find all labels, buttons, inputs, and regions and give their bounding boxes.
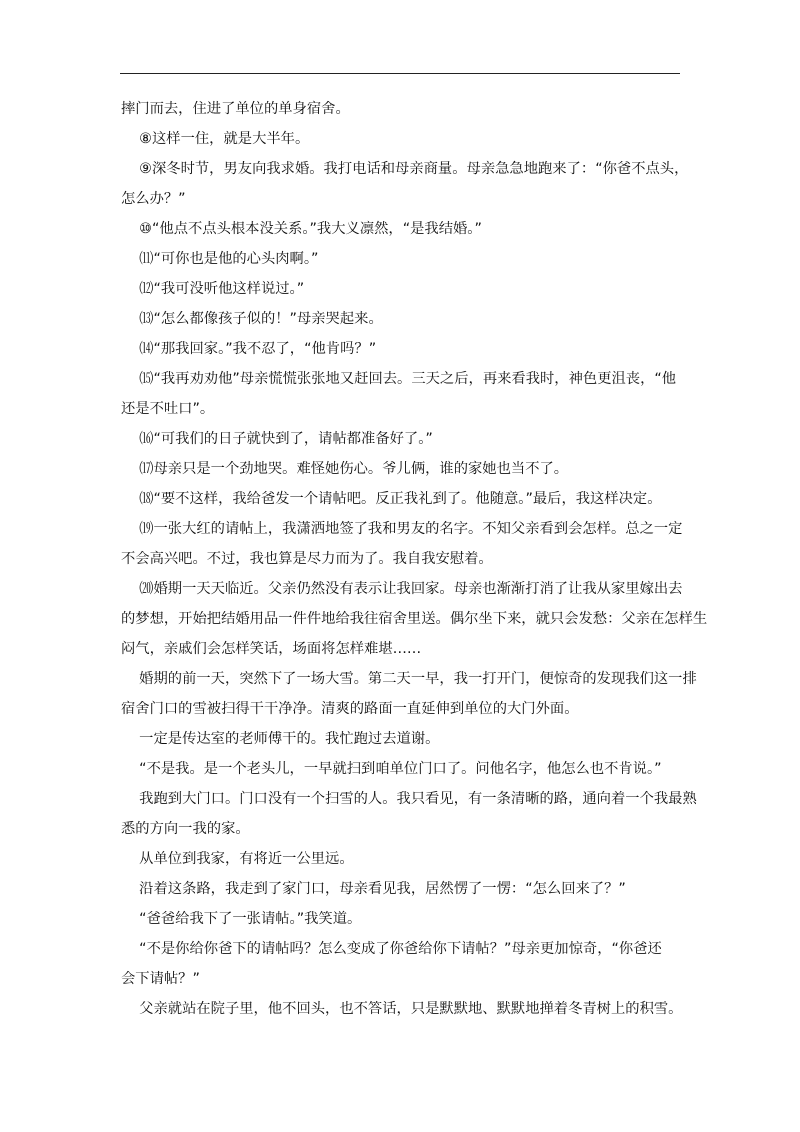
text-line: ⒄母亲只是一个劲地哭。难怪她伤心。爷儿俩，谁的家她也当不了。 bbox=[121, 461, 569, 477]
text-line: 宿舍门口的雪被扫得干干净净。清爽的路面一直延伸到单位的大门外面。 bbox=[121, 701, 579, 717]
header-rule bbox=[120, 73, 680, 74]
text-line: 我跑到大门口。门口没有一个扫雪的人。我只看见，有一条清晰的路，通向着一个我最熟 bbox=[121, 791, 697, 807]
text-line: 父亲就站在院子里，他不回头，也不答话，只是默默地、默默地掸着冬青树上的积雪。 bbox=[121, 1001, 683, 1017]
text-line: 摔门而去，住进了单位的单身宿舍。 bbox=[121, 101, 350, 117]
text-line: 悉的方向一我的家。 bbox=[121, 821, 250, 837]
text-line: 从单位到我家，有将近一公里远。 bbox=[121, 851, 354, 867]
text-line: ⒁“那我回家。”我不忍了，“他肯吗？” bbox=[121, 341, 377, 357]
text-line: ⒅“要不这样，我给爸发一个请帖吧。反正我礼到了。他随意。”最后，我这样决定。 bbox=[121, 491, 662, 507]
text-line: ⒃“可我们的日子就快到了，请帖都准备好了。” bbox=[121, 431, 433, 447]
text-line: 一定是传达室的老师傅干的。我忙跑过去道谢。 bbox=[121, 731, 440, 747]
text-line: ⑾“可你也是他的心头肉啊。” bbox=[121, 251, 319, 267]
text-line: ⑿“我可没听他这样说过。” bbox=[121, 281, 305, 297]
text-line: 闷气，亲戚们会怎样笑话，场面将怎样难堪…… bbox=[121, 641, 422, 657]
text-line: ⒆一张大红的请帖上，我潇洒地签了我和男友的名字。不知父亲看到会怎样。总之一定 bbox=[121, 521, 683, 537]
text-line: ⒇婚期一天天临近。父亲仍然没有表示让我回家。母亲也渐渐打消了让我从家里嫁出去 bbox=[121, 581, 683, 597]
text-line: 怎么办？” bbox=[121, 191, 186, 207]
text-line: ⒀“怎么都像孩子似的！”母亲哭起来。 bbox=[121, 311, 383, 327]
text-line: ⑧这样一住，就是大半年。 bbox=[121, 131, 310, 147]
text-line: “不是你给你爸下的请帖吗？怎么变成了你爸给你下请帖？”母亲更加惊奇，“你爸还 bbox=[121, 941, 662, 957]
text-line: ⑨深冬时节，男友向我求婚。我打电话和母亲商量。母亲急急地跑来了：“你爸不点头， bbox=[121, 161, 689, 177]
document-body bbox=[121, 94, 708, 1024]
text-line: ⑩“他点不点头根本没关系。”我大义凛然，“是我结婚。” bbox=[121, 221, 482, 237]
text-line: “爸爸给我下了一张请帖。”我笑道。 bbox=[121, 911, 362, 927]
text-line: 的梦想，开始把结婚用品一件件地给我往宿舍里送。偶尔坐下来，就只会发愁：父亲在怎样生 bbox=[121, 611, 708, 627]
text-line: “不是我。是一个老头儿，一早就扫到咱单位门口了。问他名字，他怎么也不肯说。” bbox=[121, 761, 662, 777]
text-line: ⒂“我再劝劝他”母亲慌慌张张地又赶回去。三天之后，再来看我时，神色更沮丧，“他 bbox=[121, 371, 677, 387]
text-line: 还是不吐口”。 bbox=[121, 401, 215, 417]
text-line: 不会高兴吧。不过，我也算是尽力而为了。我自我安慰着。 bbox=[121, 551, 493, 567]
text-line: 婚期的前一天，突然下了一场大雪。第二天一早，我一打开门，便惊奇的发现我们这一排 bbox=[121, 671, 697, 687]
text-line: 会下请帖？” bbox=[121, 971, 200, 987]
text-line: 沿着这条路，我走到了家门口，母亲看见我，居然愣了一愣：“怎么回来了？” bbox=[121, 881, 626, 897]
